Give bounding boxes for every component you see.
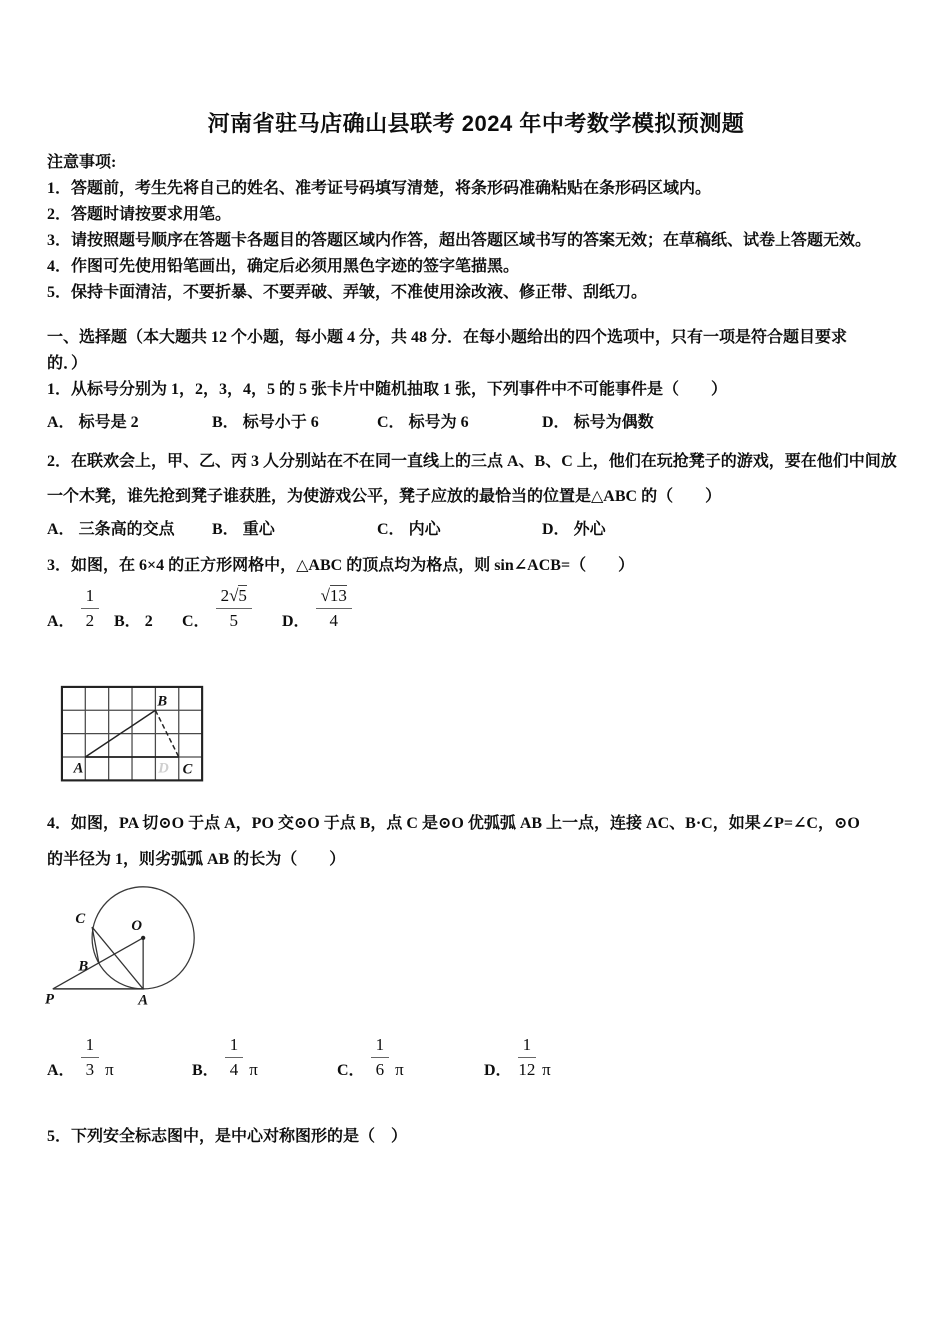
question-3-options — [47, 585, 905, 635]
q1-option-b: B． 标号小于 6 — [212, 414, 319, 431]
grid-label-C: C — [182, 761, 193, 778]
q1-option-d-text: 标号为偶数 — [573, 414, 654, 431]
q2-option-c-text: 内心 — [408, 521, 441, 538]
notice-heading: 注意事项: — [47, 154, 117, 171]
q4-option-b: B． $\frac{1}{4}$ π — [192, 1034, 258, 1079]
grid-label-A: A — [73, 760, 84, 777]
question-3-text: 3．如图，在 6×4 的正方形网格中，△ABC 的顶点均为格点，则 sin∠ACB=（ ） — [47, 557, 635, 574]
grid-label-D: D — [158, 760, 169, 777]
fraction: $\frac{1}{2}$ — [81, 585, 100, 632]
circle-label-C: C — [75, 911, 86, 928]
section-heading-line2: 的．） — [47, 355, 88, 372]
question-4-options — [47, 1034, 905, 1084]
q4-option-d: D． $\frac{1}{12}$ π — [484, 1034, 551, 1079]
fraction: $\frac{1}{4}$ — [225, 1034, 244, 1081]
question-4-text-line1: 4．如图，PA 切⊙O 于点 A，PO 交⊙O 于点 B，点 C 是⊙O 优弧弧 AB 上一点，连接 AC、B·C，如果∠P=∠C，⊙O — [47, 815, 860, 833]
circle-label-O: O — [131, 918, 143, 935]
q1-option-d: D． 标号为偶数 — [542, 414, 654, 431]
question-1-text: 1．从标号分别为 1，2，3，4，5 的 5 张卡片中随机抽取 1 张，下列事件中不可能事件是（ ） — [47, 381, 728, 398]
notice-item-2: 2．答题时请按要求用笔。 — [47, 206, 232, 223]
q2-option-a: A． 三条高的交点 — [47, 521, 175, 538]
center-dot — [141, 936, 145, 940]
circle-figure — [43, 876, 205, 1013]
chord-CA — [92, 927, 143, 989]
q3-option-a: A． $\frac{1}{2}$ — [47, 585, 114, 635]
q1-option-a-text: 标号是 2 — [78, 414, 139, 431]
section-heading-line1: 一、选择题（本大题共 12 个小题，每小题 4 分，共 48 分．在每小题给出的四个选项中，只有一项是符合题目要求 — [47, 329, 848, 346]
q2-option-d: D． 外心 — [542, 521, 606, 538]
circle-label-B: B — [78, 958, 89, 975]
pi-symbol: π — [395, 1059, 404, 1079]
circle-label-A: A — [138, 992, 149, 1009]
notice-item-1: 1．答题前，考生先将自己的姓名、准考证号码填写清楚，将条形码准确粘贴在条形码区域内。 — [47, 180, 712, 197]
notice-item-5: 5．保持卡面清洁，不要折暴、不要弄破、弄皱，不准使用涂改液、修正带、刮纸刀。 — [47, 284, 648, 301]
question-2-text-line2: 一个木凳，谁先抢到凳子谁获胜，为使游戏公平，凳子应放的最恰当的位置是△ABC 的（ ） — [47, 488, 722, 505]
q2-option-d-text: 外心 — [573, 521, 606, 538]
q2-option-b: B． 重心 — [212, 521, 275, 538]
circle-label-P: P — [44, 991, 54, 1008]
secant-PO — [53, 938, 143, 989]
fraction: √ $\frac{13}{4}$ — [316, 585, 352, 632]
q2-option-c: C． 内心 — [377, 521, 441, 538]
question-2-options — [47, 517, 905, 543]
q1-option-a: A． 标号是 2 — [47, 414, 139, 431]
pi-symbol: π — [542, 1059, 551, 1079]
q2-option-a-text: 三条高的交点 — [78, 521, 175, 538]
q4-option-c: C． $\frac{1}{6}$ π — [337, 1034, 404, 1079]
q1-option-c-text: 标号为 6 — [408, 414, 469, 431]
fraction: $\frac{1}{12}$ — [518, 1034, 536, 1079]
sqrt-radical: √ 5 — [229, 585, 247, 607]
fraction: $\frac{1}{6}$ — [371, 1034, 390, 1081]
q3-option-d: D． √ $\frac{13}{4}$ — [282, 585, 905, 635]
fraction: $\frac{2 √ 5}{5}$ — [216, 585, 252, 632]
q1-option-c: C． 标号为 6 — [377, 414, 469, 431]
grid-label-B: B — [157, 693, 168, 710]
question-2-text-line1: 2．在联欢会上，甲、乙、丙 3 人分别站在不在同一直线上的三点 A、B、C 上，他们在玩抢凳子的游戏，要在他们中间放 — [47, 453, 897, 470]
q4-option-a: A． $\frac{1}{3}$ π — [47, 1034, 114, 1079]
q2-option-b-text: 重心 — [242, 521, 275, 538]
q1-option-b-text: 标号小于 6 — [242, 414, 319, 431]
sqrt-radical: √ 13 — [321, 585, 347, 607]
pi-symbol: π — [249, 1059, 258, 1079]
fraction: $\frac{1}{3}$ — [81, 1034, 100, 1081]
notice-item-3: 3．请按照题号顺序在答题卡各题目的答题区域内作答，超出答题区域书写的答案无效；在草稿纸、试卷上答题无效。 — [47, 232, 872, 249]
page-title: 河南省驻马店确山县联考 2024 年中考数学模拟预测题 — [207, 111, 745, 136]
grid-figure — [59, 684, 207, 785]
q3-option-c: C． $\frac{2 √ 5}{5}$ — [182, 585, 282, 635]
question-1-options — [47, 410, 905, 436]
notice-item-4: 4．作图可先使用铅笔画出，确定后必须用黑色字迹的签字笔描黑。 — [47, 258, 520, 275]
question-4-text-line2: 的半径为 1，则劣弧弧 AB 的长为（ ） — [47, 851, 346, 869]
q3-option-b: B． 2 — [114, 613, 153, 630]
pi-symbol: π — [105, 1059, 114, 1079]
question-5-text: 5．下列安全标志图中，是中心对称图形的是（ ） — [47, 1127, 408, 1145]
